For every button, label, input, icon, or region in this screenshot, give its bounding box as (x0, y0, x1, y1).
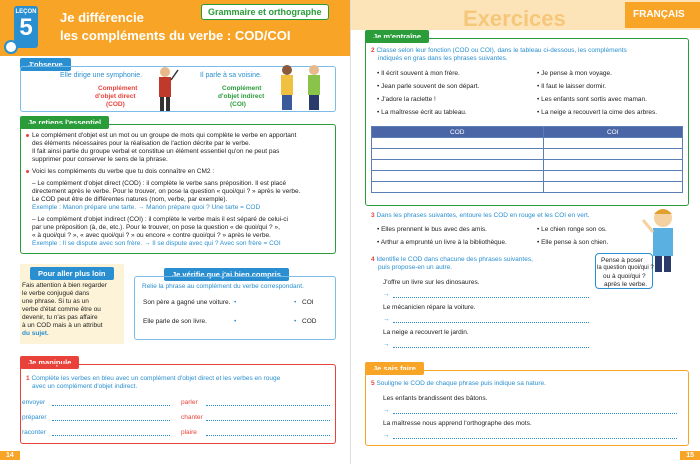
saisfaire-answer-2[interactable] (393, 438, 677, 439)
retiens-line-5: Voici les compléments du verbe que tu dois connaître en CM2 : (26, 168, 214, 175)
lesson-title-line2: les compléments du verbe : COD/COI (60, 28, 291, 43)
retiens-line-10: – Le complément d'objet indirect (COI) : il complète le verbe mais il est séparé de celui-ci (32, 216, 288, 223)
loin-line-2: le verbe conjugué dans (22, 290, 90, 297)
saisfaire-answer-1[interactable] (393, 413, 677, 414)
boy-illustration (641, 204, 691, 274)
col-coi: COI (543, 127, 682, 138)
ex3-b1: • Le chien ronge son os. (537, 226, 607, 233)
entraine-heading: Je m'entraîne (365, 30, 429, 43)
answer-line-4[interactable] (206, 405, 330, 406)
ex4-sentence-3: La neige a recouvert le jardin. (383, 329, 469, 336)
table-cell[interactable] (372, 149, 544, 160)
ex3-a2: • Arthur a emprunté un livre à la bibliothèque. (377, 239, 507, 246)
two-people-illustration (272, 62, 332, 112)
table-cell[interactable] (543, 149, 682, 160)
ex4-sentence-1: J'offre un livre sur les dinosaures. (383, 279, 480, 286)
loin-line-1: Fais attention à bien regarder (22, 282, 107, 289)
lesson-badge (14, 6, 38, 48)
entraine-b4: • La neige a recouvert la cime des arbres. (537, 109, 657, 116)
observe-example-1: Elle dirige une symphonie. (60, 72, 143, 79)
answer-line-5[interactable] (206, 420, 330, 421)
ex4-arrow-2: → (383, 316, 390, 323)
loin-line-7: du sujet. (22, 330, 49, 337)
ex4-instruction-2: puis propose-en un autre. (378, 264, 453, 271)
ex4-answer-1[interactable] (393, 297, 589, 298)
verb-plaire: plaire (181, 429, 197, 436)
entraine-b3: • Les enfants sont sortis avec maman. (537, 96, 647, 103)
answer-line-6[interactable] (206, 435, 330, 436)
table-cell[interactable] (543, 182, 682, 193)
link-dot-2[interactable]: • (234, 318, 237, 325)
retiens-line-4: supprimer pour conserver le sens de la phrase. (32, 156, 168, 163)
observe-label-2a: Complément (222, 85, 262, 92)
retiens-line-8: Le COD peut être de différentes natures (nom, verbe, par exemple). (32, 196, 228, 203)
observe-example-2: Il parle à sa voisine. (200, 72, 262, 79)
bubble-line-4: après le verbe. (604, 281, 647, 288)
manipule-heading: Je manipule (20, 356, 79, 369)
observe-label-1a: Complément (98, 85, 138, 92)
entraine-a2: • Jean parle souvent de son départ. (377, 83, 479, 90)
ex4-instruction-1: 4 Identifie le COD dans chacune des phrases suivantes, (371, 256, 533, 263)
bubble-line-2: la question quoi/qui ? (597, 265, 654, 271)
retiens-line-1: Le complément d'objet est un mot ou un groupe de mots qui complète le verbe en apportant (26, 132, 296, 139)
verifie-heading: Je vérifie que j'ai bien compris (164, 268, 289, 281)
saisfaire-arrow-2: → (383, 432, 390, 439)
entraine-b2: • Il faut le laisser dormir. (537, 83, 606, 90)
table-cell[interactable] (543, 171, 682, 182)
ex4-answer-2[interactable] (393, 322, 589, 323)
entraine-a4: • La maîtresse écrit au tableau. (377, 109, 467, 116)
ex4-answer-3[interactable] (393, 347, 589, 348)
saisfaire-heading: Je sais faire (365, 362, 424, 375)
saisfaire-instruction: 5 Souligne le COD de chaque phrase puis indique sa nature. (371, 380, 546, 387)
subject-badge: Grammaire et orthographe (201, 4, 329, 20)
loin-line-6: à un COD mais à un attribut (22, 322, 103, 329)
entraine-instruction-2: indiqués en gras dans les phrases suivantes. (378, 55, 508, 62)
page-number-left: 14 (0, 451, 20, 460)
loin-line-4: verbe d'état comme être ou (22, 306, 101, 313)
lesson-number: 5 (19, 14, 33, 41)
bubble-line-3: ou à quoi/qui ? (603, 273, 646, 280)
retiens-line-7: directement après le verbe. Pour le trouver, on pose la question « quoi/qui ? » après le verbe. (32, 188, 301, 195)
ex3-instruction: 3 Dans les phrases suivantes, entoure les COD en rouge et les COI en vert. (371, 212, 590, 219)
retiens-line-13: Exemple : Il se dispute avec son frère. → Il se dispute avec qui ? Avec son frère = COI (32, 240, 281, 247)
right-page (350, 0, 700, 464)
answer-line-2[interactable] (52, 420, 170, 421)
link-dot-4[interactable]: • (294, 318, 297, 325)
retiens-line-2: des éléments nécessaires pour la réalisation de l'action décrite par le verbe. (32, 140, 251, 147)
ex3-b2: • Elle pense à son chien. (537, 239, 608, 246)
entraine-b1: • Je pense à mon voyage. (537, 70, 612, 77)
bubble-line-1: Pense à poser (601, 257, 643, 264)
retiens-line-9: Exemple : Manon prépare une tarte. → Manon prépare quoi ? Une tarte = COD (32, 204, 261, 211)
table-cell[interactable] (372, 182, 544, 193)
cod-coi-table (371, 126, 683, 193)
verifie-sentence-1: Son père a gagné une voiture. (143, 299, 231, 306)
retiens-heading: Je retiens l'essentiel (20, 116, 109, 129)
table-cell[interactable] (372, 160, 544, 171)
page-number-right: 15 (680, 451, 700, 460)
table-cell[interactable] (372, 171, 544, 182)
saisfaire-sentence-1: Les enfants brandissent des bâtons. (383, 395, 488, 402)
verifie-option-1: COI (302, 299, 314, 306)
loin-heading: Pour aller plus loin (30, 267, 114, 280)
table-cell[interactable] (372, 138, 544, 149)
entraine-instruction-1: 2 Classe selon leur fonction (COD ou COI), dans le tableau ci-dessous, les compléments (371, 47, 627, 54)
lesson-label: LEÇON (15, 9, 37, 15)
verb-envoyer: envoyer (22, 399, 46, 406)
loin-line-5: devenir, tu n'as pas affaire (22, 314, 98, 321)
observe-label-2b: d'objet indirect (218, 93, 265, 100)
verb-parler: parler (181, 399, 198, 406)
magnifier-icon (4, 40, 18, 54)
conductor-illustration (150, 64, 180, 112)
table-cell[interactable] (543, 138, 682, 149)
verb-chanter: chanter (181, 414, 203, 421)
saisfaire-sentence-2: La maîtresse nous apprend l'orthographe des mots. (383, 420, 532, 427)
verb-preparer: préparer (22, 414, 47, 421)
retiens-line-6: – Le complément d'objet direct (COD) : il complète le verbe sans préposition. Il est placé (32, 180, 287, 187)
link-dot-1[interactable]: • (234, 299, 237, 306)
link-dot-3[interactable]: • (294, 299, 297, 306)
answer-line-1[interactable] (52, 405, 170, 406)
observe-label-1b: d'objet direct (95, 93, 136, 100)
verb-raconter: raconter (22, 429, 46, 436)
observe-heading: J'observe (20, 58, 71, 71)
observe-label-2c: (COI) (230, 101, 246, 108)
retiens-line-11: par une préposition (à, de, etc.). Pour le trouver, on pose la question « de quoi/qui ? », (32, 224, 280, 231)
verifie-sentence-2: Elle parle de son livre. (143, 318, 207, 325)
entraine-a3: • J'adore la raclette ! (377, 96, 436, 103)
lesson-title-line1: Je différencie (60, 10, 144, 25)
manipule-instruction-2: avec un complément d'objet indirect. (32, 383, 138, 390)
ex3-a1: • Elles prennent le bus avec des amis. (377, 226, 487, 233)
ex4-arrow-3: → (383, 341, 390, 348)
manipule-instruction-1: 1 Complète les verbes en bleu avec un complément d'objet direct et les verbes en rouge (26, 375, 281, 382)
saisfaire-arrow-1: → (383, 407, 390, 414)
col-cod: COD (372, 127, 544, 138)
table-cell[interactable] (543, 160, 682, 171)
francais-label: FRANÇAIS (633, 9, 685, 20)
verifie-instruction: Relie la phrase au complément du verbe correspondant. (142, 283, 304, 290)
loin-line-3: une phrase. Si tu as un (22, 298, 89, 305)
retiens-line-12: « à quoi/qui ? », « avec quoi/qui ? » ou encore « contre quoi/qui ? » après le verbe. (32, 232, 271, 239)
entraine-a1: • Il écrit souvent à mon frère. (377, 70, 460, 77)
retiens-line-3: Il fait ainsi partie du groupe verbal et constitue un élément essentiel qu'on ne peut pas (32, 148, 280, 155)
observe-label-1c: (COD) (106, 101, 125, 108)
manipule-num: 1 (26, 375, 30, 382)
exercices-title: Exercices (463, 6, 566, 31)
ex4-sentence-2: Le mécanicien répare la voiture. (383, 304, 476, 311)
ex4-arrow-1: → (383, 291, 390, 298)
verifie-option-2: COD (302, 318, 317, 325)
answer-line-3[interactable] (52, 435, 170, 436)
